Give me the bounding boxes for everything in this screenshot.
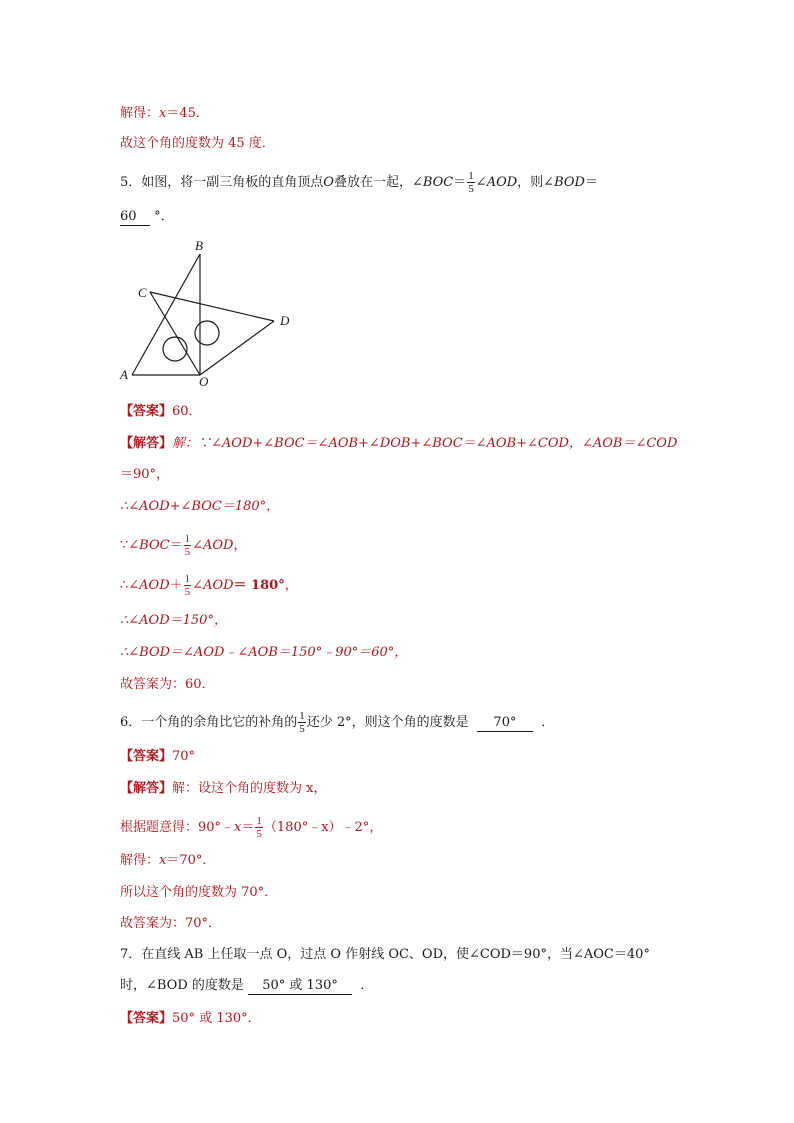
text: 时，∠BOD 的度数是 — [120, 978, 244, 993]
label-O: O — [199, 374, 209, 389]
fraction-num: 1 — [468, 170, 474, 182]
solution-5-line-5 — [120, 573, 298, 598]
fraction-den: 5 — [468, 183, 474, 195]
text: ∠ — [475, 175, 487, 190]
answer-blank: 70° — [477, 715, 533, 732]
var: O — [323, 175, 334, 190]
solution-6-line-5: 故答案为：70°． — [120, 916, 222, 931]
text: ＝ — [453, 175, 467, 190]
text: ∠ — [192, 538, 203, 553]
text: ＝70°． — [166, 853, 216, 868]
text: 解得： — [120, 853, 160, 868]
question-6 — [120, 710, 554, 735]
answer-value: 50° 或 130°． — [172, 1011, 261, 1026]
text: 解得： — [120, 106, 160, 121]
text: ，则∠ — [517, 175, 555, 190]
text: °． — [154, 209, 174, 224]
line-CO — [150, 292, 200, 375]
var: x — [234, 820, 242, 835]
fraction-num: 1 — [184, 573, 191, 585]
answer-blank: 60 — [120, 209, 150, 226]
answer-value: 70° — [172, 749, 196, 764]
answer-tag: 【答案】 — [120, 1011, 173, 1026]
solution-5-line-4 — [120, 533, 246, 558]
fraction-num: 1 — [184, 533, 191, 545]
fraction — [298, 710, 306, 735]
text: ， — [284, 578, 298, 593]
fraction — [184, 533, 192, 558]
solution-6-line-4: 所以这个角的度数为 70°． — [120, 885, 278, 900]
answer-6 — [120, 747, 195, 767]
text: ＝45． — [166, 106, 209, 121]
angle-mark-circle — [163, 337, 187, 361]
text: ＝ — [169, 538, 183, 553]
angle-mark-circle — [195, 321, 219, 345]
question-7-line-2 — [120, 976, 373, 996]
fraction-den: 5 — [256, 828, 262, 840]
fraction-num: 1 — [256, 815, 262, 827]
var: x — [159, 853, 167, 868]
label-B: B — [195, 238, 203, 253]
answer-5 — [120, 402, 202, 422]
line-DO — [200, 321, 274, 375]
triangle-figure — [116, 236, 306, 391]
text: ＝ — [584, 175, 598, 190]
var: BOC — [422, 175, 454, 190]
fraction-den: 5 — [184, 586, 191, 598]
var: AOD — [486, 175, 518, 190]
text: 5．如图，将一副三角板的直角顶点 — [120, 175, 324, 190]
label-C: C — [138, 285, 147, 300]
text: ＝ 180° — [233, 578, 285, 593]
text: ＋ — [169, 578, 183, 593]
answer-7 — [120, 1009, 261, 1029]
text: （180°﹣x）﹣2°， — [263, 820, 383, 835]
text: ． — [360, 978, 374, 993]
var: AOD — [203, 538, 234, 553]
solution-6-line-1 — [120, 779, 326, 799]
label-D: D — [280, 313, 290, 328]
var: BOC — [139, 538, 170, 553]
question-5-answer-blank — [120, 207, 174, 227]
var: AOD — [139, 578, 170, 593]
text: 6．一个角的余角比它的补角的 — [120, 715, 298, 730]
solution-5-line-3: ∴∠AOD+∠BOC＝180°， — [120, 499, 280, 514]
text: ， — [233, 538, 247, 553]
text: ∠ — [192, 578, 204, 593]
text: ＝ — [241, 820, 255, 835]
var: AOD — [203, 578, 234, 593]
solution-tag: 【解答】 — [120, 436, 173, 451]
answer-tag: 【答案】 — [120, 749, 173, 764]
solution-5-line-7: ∴∠BOD＝∠AOD﹣∠AOB＝150°﹣90°＝60°， — [120, 645, 408, 660]
line-CD — [150, 292, 274, 321]
solution-tag: 【解答】 — [120, 781, 173, 796]
question-5 — [120, 170, 598, 195]
answer-tag: 【答案】 — [120, 404, 173, 419]
var-x: x — [159, 106, 167, 121]
text: 解：设这个角的度数为 x， — [172, 781, 327, 796]
fraction — [467, 170, 475, 195]
conclusion-line: 故这个角的度数为 45 度． — [120, 136, 275, 151]
solution-5-line-2: ＝90°， — [120, 467, 170, 482]
fraction-num: 1 — [299, 710, 305, 722]
fraction — [255, 815, 263, 840]
text: 解：∵∠AOD+∠BOC＝∠AOB+∠DOB+∠BOC＝∠AOB+∠COD，∠AOB＝∠COD — [172, 436, 678, 451]
fraction-den: 5 — [299, 723, 305, 735]
question-7-line-1: 7．在直线 AB 上任取一点 O，过点 O 作射线 OC、OD，使∠COD＝90°，当∠AOC＝40° — [120, 947, 650, 962]
text: 叠放在一起，∠ — [333, 175, 423, 190]
text: ∴∠ — [120, 578, 140, 593]
solution-5-line-1 — [120, 434, 677, 454]
text: ． — [541, 715, 555, 730]
solution-6-line-3 — [120, 851, 215, 871]
label-A: A — [120, 367, 128, 382]
answer-value: 60． — [172, 404, 202, 419]
text: 还少 2°，则这个角的度数是 — [306, 715, 469, 730]
solve-result-line — [120, 104, 209, 124]
var: BOD — [554, 175, 585, 190]
answer-blank: 50° 或 130° — [248, 978, 352, 995]
solution-6-line-2 — [120, 815, 382, 840]
solution-5-line-8: 故答案为：60． — [120, 677, 215, 692]
text: 根据题意得：90°﹣ — [120, 820, 235, 835]
solution-5-line-6: ∴∠AOD＝150°， — [120, 613, 227, 628]
text: ∵∠ — [120, 538, 140, 553]
fraction-den: 5 — [184, 546, 191, 558]
fraction — [184, 573, 192, 598]
